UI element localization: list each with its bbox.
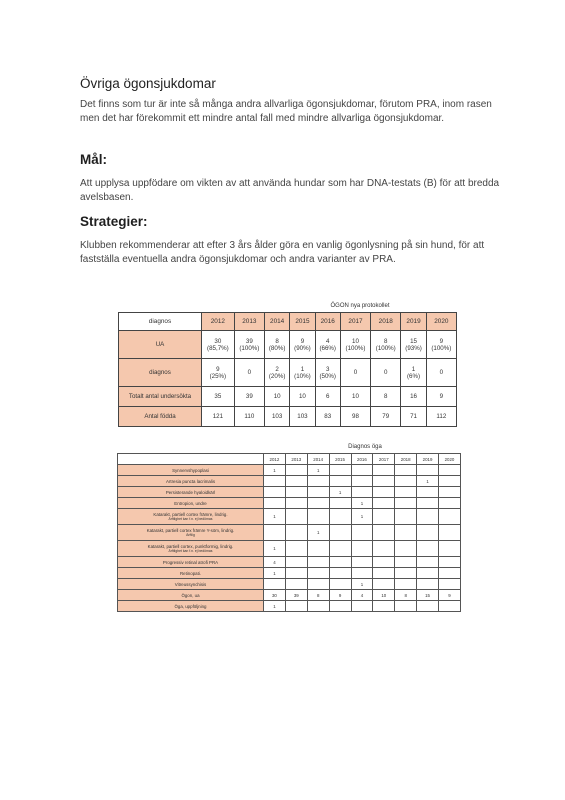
table1-cell: [340, 359, 370, 387]
table1-cell-percent: (10%): [294, 372, 311, 380]
table2-cell: 1: [351, 498, 373, 509]
table1-cell-percent: (85,7%): [207, 344, 229, 352]
table2-cell: 8: [395, 590, 417, 601]
table2-cell: 1: [307, 525, 329, 541]
table2-cell: [329, 568, 351, 579]
table2-cell: [307, 487, 329, 498]
table2-cell: [439, 541, 461, 557]
table1-cell-percent: (100%): [375, 344, 396, 352]
table2-cell: [417, 541, 439, 557]
table2-cell: [395, 525, 417, 541]
table2-cell: [439, 465, 461, 476]
table2-cell: [417, 579, 439, 590]
table2-cell: [417, 465, 439, 476]
table2-cell: [417, 525, 439, 541]
table2-cell: [417, 498, 439, 509]
table1-cell: [401, 387, 426, 407]
table2-cell: [395, 579, 417, 590]
table1-year-header: 2019: [401, 313, 426, 331]
table2-cell: [395, 557, 417, 568]
table2-cell: [351, 487, 373, 498]
table1-cell-value: 16: [410, 393, 417, 400]
table1-year-header: 2020: [426, 313, 456, 331]
table2-cell: [329, 579, 351, 590]
table1-cell: [315, 387, 340, 407]
table2-cell: [439, 525, 461, 541]
table1-cell: [290, 387, 315, 407]
table1-year-header: 2012: [202, 313, 235, 331]
table2-row-label: [118, 590, 264, 601]
table1-row: [119, 359, 457, 387]
table2-row: [118, 568, 461, 579]
table2-row-label: [118, 498, 264, 509]
table2-cell: [395, 465, 417, 476]
table1-year-header: 2017: [340, 313, 370, 331]
table2-caption: Diagnos öga: [348, 444, 382, 450]
table2-year-header: 2017: [373, 454, 395, 465]
table2-cell: [439, 498, 461, 509]
heading-other-eye-diseases: Övriga ögonsjukdomar: [80, 76, 216, 91]
table2-row-label: [118, 487, 264, 498]
table2-cell: [307, 579, 329, 590]
table2-cell: [351, 465, 373, 476]
table2-cell: [329, 498, 351, 509]
table2-year-header: 2018: [395, 454, 417, 465]
table2-row-label-text: Synnervshypoplasi: [172, 467, 209, 473]
table2-row-label-text: Persisterande hyaloidkärl: [165, 489, 216, 495]
table1-cell-value: 9: [439, 393, 444, 400]
table2-year-header: 2013: [285, 454, 307, 465]
table1-cell-value: 71: [410, 413, 417, 420]
table2-cell: [395, 601, 417, 612]
table2-row-label: [118, 476, 264, 487]
table1-cell: [264, 387, 289, 407]
table2-cell: [395, 509, 417, 525]
table1-cell-value: 8: [384, 393, 388, 400]
table1-cell-value: 6: [326, 393, 330, 400]
table2-row-label: [118, 509, 264, 525]
table2-cell: [264, 476, 286, 487]
table2-cell: [285, 557, 307, 568]
table2-cell: [329, 557, 351, 568]
table2-row: [118, 579, 461, 590]
table2-cell: 1: [264, 568, 286, 579]
table2-row-label-text: Katarakt, partiell cortex främre Y-söm, lindrig.: [146, 528, 235, 533]
table1-cell: [264, 359, 289, 387]
table2-year-header: 2015: [329, 454, 351, 465]
table2-row: [118, 590, 461, 601]
table1-cell-value: 103: [271, 413, 283, 420]
table2-cell: [351, 525, 373, 541]
table1-cell-value: 8: [275, 337, 279, 345]
table1-cell-value: 8: [384, 337, 388, 345]
table1-cell: [234, 387, 264, 407]
table1-cell: [340, 387, 370, 407]
table2-cell: [351, 568, 373, 579]
table2-row: [118, 541, 461, 557]
table1-year-header: 2018: [371, 313, 401, 331]
table2-cell: [307, 557, 329, 568]
table2-cell: [373, 487, 395, 498]
table2-cell: [373, 498, 395, 509]
table1-cell-value: 79: [382, 413, 390, 420]
table2-cell: 1: [264, 601, 286, 612]
table1-cell: [202, 331, 235, 359]
table1-cell-percent: (100%): [431, 344, 452, 352]
table2-row-label-text: Öga, uppföljning: [174, 603, 207, 609]
table2-cell: 39: [285, 590, 307, 601]
table2-cell: [329, 541, 351, 557]
table2-cell: [351, 541, 373, 557]
table1-cell-value: 39: [245, 393, 253, 400]
table2-cell: [373, 465, 395, 476]
table2-cell: [329, 476, 351, 487]
table2-row-label-text: Entropion, undre: [174, 500, 207, 506]
table2-year-header: 2020: [439, 454, 461, 465]
eye-protocol-table: [118, 312, 457, 427]
table1-cell: [202, 407, 235, 427]
table1-cell-percent: (25%): [209, 372, 227, 380]
table2-row: [118, 487, 461, 498]
table1-row-label: diagnos: [119, 359, 202, 387]
table1-cell-value: 30: [214, 337, 222, 345]
table2-cell: [417, 487, 439, 498]
table2-row-label-text: Progressiv retinal atrofi PRA: [162, 559, 219, 565]
table2-cell: [395, 541, 417, 557]
table1-cell-percent: (100%): [345, 344, 366, 352]
table2-cell: 1: [307, 465, 329, 476]
table2-cell: [307, 498, 329, 509]
table2-cell: [285, 568, 307, 579]
table2-cell: 1: [264, 509, 286, 525]
table1-cell-value: 10: [273, 393, 281, 400]
paragraph-goal: Att upplysa uppfödare om vikten av att använda hundar som har DNA-testats (B) för att bredda avelsbasen.: [80, 178, 500, 203]
table2-cell: [373, 568, 395, 579]
table1-cell-value: 10: [352, 337, 359, 345]
table2-row: [118, 557, 461, 568]
table2-cell: [373, 476, 395, 487]
heading-goal: Mål:: [80, 152, 107, 167]
table2-cell: [264, 498, 286, 509]
table2-cell: 1: [264, 541, 286, 557]
table2-row-label-text: Katarakt, partiell cortex, punktformig, lindrig.: [147, 544, 234, 549]
table2-cell: [373, 601, 395, 612]
table1-cell: [371, 359, 401, 387]
heading-strategies: Strategier:: [80, 214, 148, 229]
table1-cell-value: 35: [214, 393, 222, 400]
table2-cell: [439, 579, 461, 590]
table2-cell: 1: [264, 465, 286, 476]
table2-cell: [264, 525, 286, 541]
table2-cell: [439, 509, 461, 525]
table2-corner: [118, 454, 264, 465]
table2-cell: [285, 498, 307, 509]
table2-row-label: [118, 557, 264, 568]
table1-year-header: 2014: [264, 313, 289, 331]
table2-cell: [395, 487, 417, 498]
paragraph-strategies: Klubben rekommenderar att efter 3 års ålder göra en vanlig ögonlysning på sin hund, för att fastställa eventuella andra ögonsjukdomar och andra varianter av PRA.: [80, 240, 485, 265]
table2-row-label-text: Retinopati.: [180, 570, 201, 576]
table2-cell: [285, 579, 307, 590]
table1-year-header: 2013: [234, 313, 264, 331]
table1-row-label: Antal födda: [119, 407, 202, 427]
table1-cell: [371, 331, 401, 359]
table2-cell: [285, 525, 307, 541]
table1-corner-label: diagnos: [119, 313, 202, 331]
table1-row-label: UA: [119, 331, 202, 359]
table1-cell-value: 0: [353, 369, 358, 376]
table2-cell: [307, 568, 329, 579]
table1-cell-value: 39: [245, 337, 253, 345]
table2-cell: 9: [439, 590, 461, 601]
table1-cell-value: 110: [244, 413, 255, 420]
table1-cell: [401, 331, 426, 359]
table1-header-row: [119, 313, 457, 331]
table1-cell-value: 121: [212, 413, 224, 420]
table1-caption: ÖGON nya protokollet: [330, 303, 390, 309]
table2-year-header: 2016: [351, 454, 373, 465]
table1-cell: [234, 407, 264, 427]
table2-cell: [351, 557, 373, 568]
table2-cell: 30: [264, 590, 286, 601]
table2-year-header: 2019: [417, 454, 439, 465]
table1-cell-percent: (50%): [319, 372, 336, 380]
table2-cell: [395, 498, 417, 509]
table2-cell: [285, 465, 307, 476]
table1-year-header: 2016: [315, 313, 340, 331]
table2-cell: [373, 525, 395, 541]
table2-cell: [417, 601, 439, 612]
table2-row: [118, 476, 461, 487]
table2-row-label-text: Katarakt, partiell cortex främre, lindrig.: [153, 512, 228, 517]
table2-row-label: [118, 541, 264, 557]
table2-cell: [264, 579, 286, 590]
table1-row: [119, 331, 457, 359]
table2-cell: [329, 465, 351, 476]
table2-cell: [351, 601, 373, 612]
table2-cell: 10: [373, 590, 395, 601]
table2-cell: 1: [417, 476, 439, 487]
table2-cell: [285, 601, 307, 612]
table1-cell: [290, 407, 315, 427]
table1-cell-value: 4: [326, 337, 330, 345]
table1-cell-value: 98: [352, 413, 359, 420]
table1-cell: [426, 407, 456, 427]
eye-diagnosis-table: [117, 453, 461, 612]
table2-cell: [439, 568, 461, 579]
table1-cell: [234, 331, 264, 359]
table2-cell: [329, 601, 351, 612]
table1-cell: [315, 407, 340, 427]
table2-cell: [329, 525, 351, 541]
table2-cell: [307, 601, 329, 612]
table2-cell: [395, 568, 417, 579]
table1-cell-percent: (100%): [239, 344, 260, 352]
table1-cell-value: 1: [411, 365, 416, 373]
table2-row-label: [118, 465, 264, 476]
table2-cell: [439, 476, 461, 487]
table2-cell: 15: [417, 590, 439, 601]
table2-cell: [439, 487, 461, 498]
table1-cell: [315, 359, 340, 387]
table2-cell: [329, 509, 351, 525]
table1-row-label: Totalt antal undersökta: [119, 387, 202, 407]
table1-cell-value: 3: [326, 365, 330, 373]
table1-cell-value: 0: [247, 369, 252, 376]
table1-cell: [426, 331, 456, 359]
table2-cell: [285, 476, 307, 487]
table2-row-label: [118, 568, 264, 579]
table1-cell: [315, 331, 340, 359]
table1-cell-value: 0: [439, 369, 444, 376]
table1-cell: [340, 407, 370, 427]
table2-cell: 4: [264, 557, 286, 568]
table2-cell: [417, 509, 439, 525]
table1-cell-percent: (93%): [405, 344, 422, 352]
table2-cell: [373, 509, 395, 525]
table2-cell: [373, 557, 395, 568]
table1-cell-value: 9: [300, 337, 305, 345]
table1-cell: [202, 359, 235, 387]
table1-cell-percent: (90%): [294, 344, 311, 352]
table2-cell: [439, 601, 461, 612]
table1-cell-value: 103: [297, 413, 308, 420]
table1-cell-percent: (20%): [268, 372, 286, 380]
table1-cell-value: 9: [439, 337, 444, 345]
paragraph-other-eye-diseases: Det finns som tur är inte så många andra allvarliga ögonsjukdomar, förutom PRA, inom rasen men det har förekommit ett mindre antal fall med mindre allvarliga ögonsjukdomar.: [80, 99, 492, 124]
table2-cell: 1: [329, 487, 351, 498]
table1-cell: [202, 387, 235, 407]
table2-row-label: [118, 525, 264, 541]
table2-cell: [285, 487, 307, 498]
table2-row-sublabel: Ärftlighet kan f.n. ej bedömas: [168, 549, 213, 553]
table2-year-header: 2014: [307, 454, 329, 465]
table1-year-header: 2015: [290, 313, 315, 331]
table2-header-row: [118, 454, 461, 465]
table1-cell: [290, 331, 315, 359]
table1-cell: [340, 331, 370, 359]
table1-cell: [290, 359, 315, 387]
table2-cell: [351, 476, 373, 487]
table1-cell-value: 9: [216, 365, 220, 373]
table1-cell: [371, 387, 401, 407]
table2-cell: [307, 476, 329, 487]
table2-cell: [373, 579, 395, 590]
table1-row: [119, 387, 457, 407]
table1-cell-value: 112: [436, 413, 447, 420]
table1-cell-percent: (80%): [268, 344, 286, 352]
table2-row: [118, 465, 461, 476]
table1-cell-value: 15: [410, 337, 417, 345]
table2-cell: [285, 541, 307, 557]
table2-cell: [417, 557, 439, 568]
table1-cell-value: 83: [324, 413, 332, 420]
table2-row-sublabel: Ärftlighet kan f.n. ej bedömas: [168, 517, 213, 521]
table1-cell-value: 1: [300, 365, 305, 373]
table2-cell: [417, 568, 439, 579]
table2-cell: [395, 476, 417, 487]
table2-cell: [307, 541, 329, 557]
table2-row: [118, 498, 461, 509]
table2-row-label: [118, 601, 264, 612]
table1-cell-value: 10: [298, 393, 306, 400]
table2-row-label: [118, 579, 264, 590]
table1-cell-value: 10: [352, 393, 359, 400]
table2-cell: 1: [351, 579, 373, 590]
table1-cell-value: 2: [275, 365, 279, 373]
table2-row-label-text: Ögon, ua: [181, 592, 200, 598]
table1-cell: [264, 407, 289, 427]
table1-row: [119, 407, 457, 427]
table2-row-label-text: Vitreussynchisis: [174, 581, 207, 587]
table1-cell: [401, 359, 426, 387]
table2-row: [118, 601, 461, 612]
table2-cell: [373, 541, 395, 557]
table1-cell-percent: (6%): [406, 372, 421, 380]
table1-cell-percent: (66%): [319, 344, 336, 352]
table2-cell: 1: [351, 509, 373, 525]
table1-cell: [234, 359, 264, 387]
table1-cell: [264, 331, 289, 359]
table2-cell: [285, 509, 307, 525]
table2-cell: 8: [307, 590, 329, 601]
table2-cell: [264, 487, 286, 498]
table1-cell: [401, 407, 426, 427]
table2-cell: 4: [351, 590, 373, 601]
table2-cell: [307, 509, 329, 525]
table1-cell-value: 0: [384, 369, 388, 376]
table2-cell: [439, 557, 461, 568]
table1-cell: [371, 407, 401, 427]
table2-row-sublabel: Ärftlig: [186, 533, 195, 537]
table2-cell: 9: [329, 590, 351, 601]
table2-row: [118, 525, 461, 541]
table1-cell: [426, 359, 456, 387]
table2-row-label-text: Artresia puncta lacrimalis: [165, 478, 216, 484]
table2-year-header: 2012: [264, 454, 286, 465]
table1-cell: [426, 387, 456, 407]
table2-row: [118, 509, 461, 525]
